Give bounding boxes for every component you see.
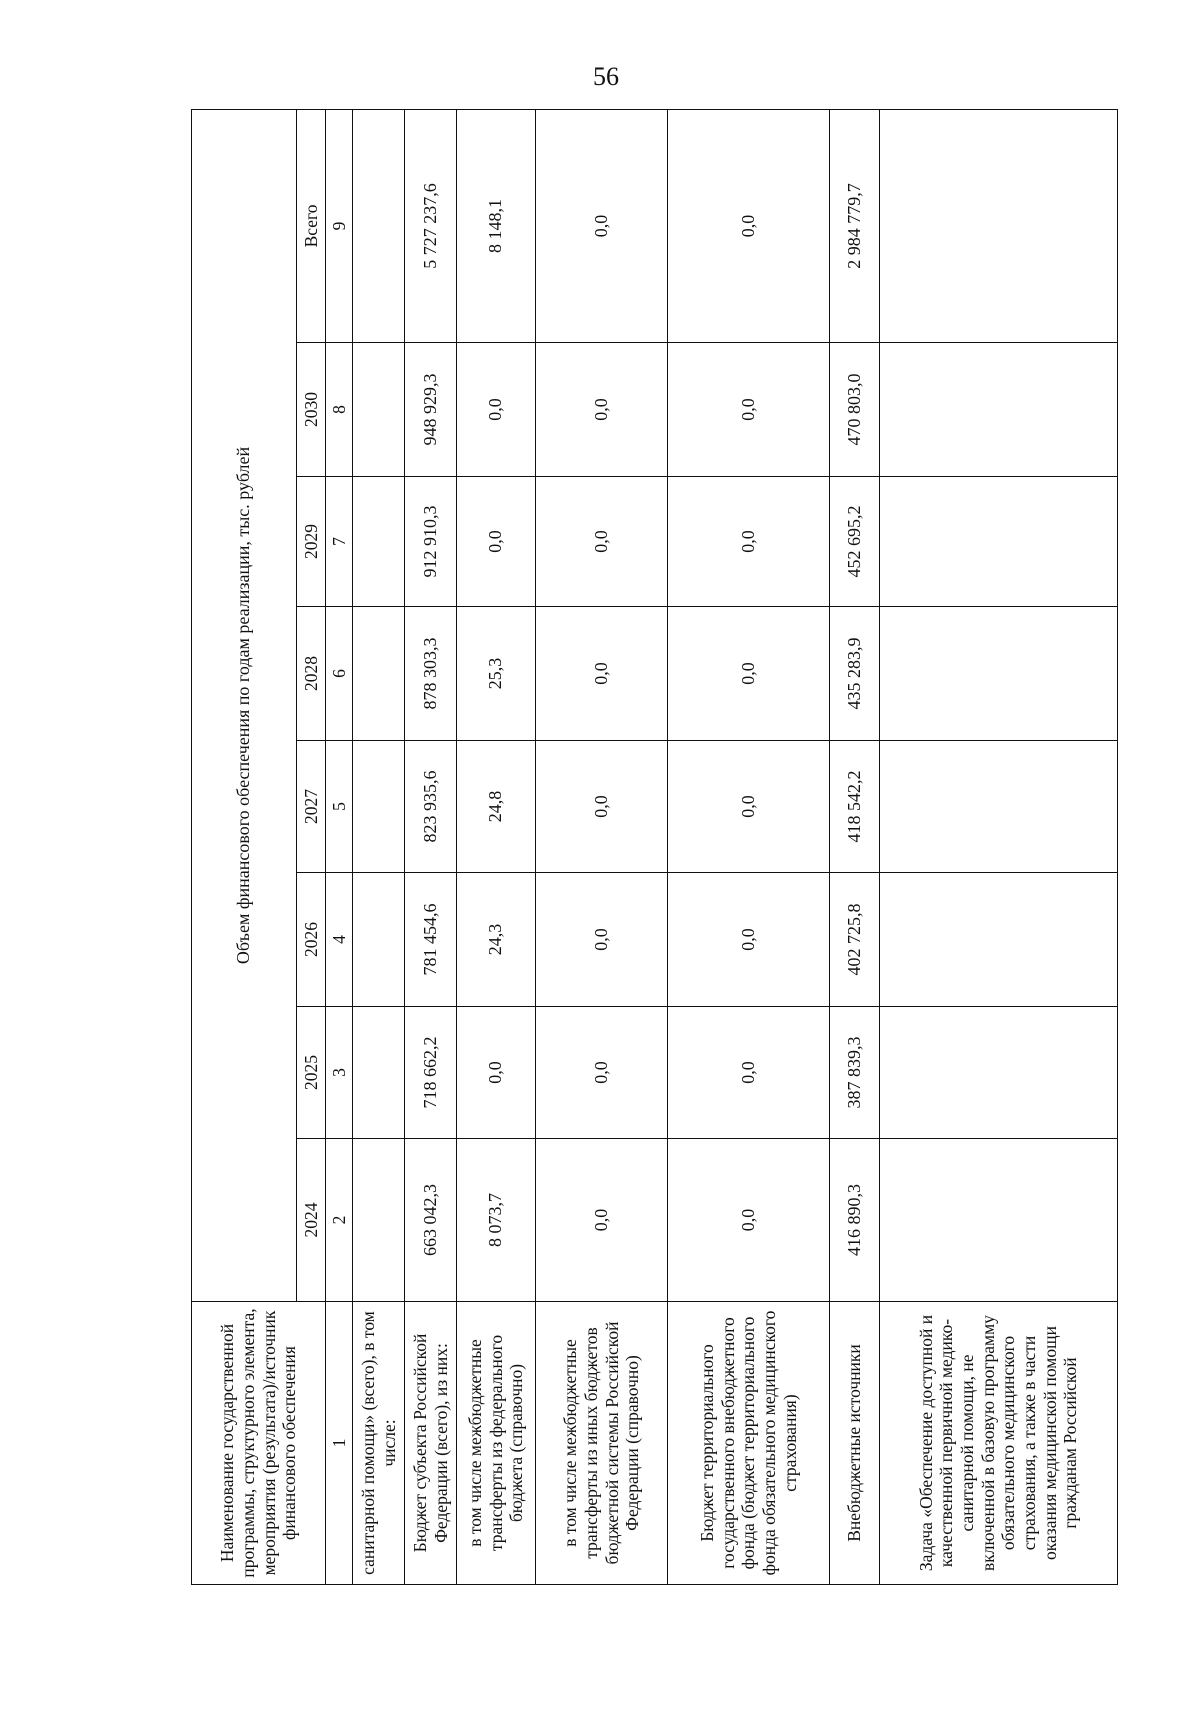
row-value: 470 803,0	[830, 343, 879, 477]
table-row	[405, 109, 457, 1584]
row-value	[353, 1007, 405, 1139]
page-number: 56	[593, 62, 619, 91]
row-value: 0,0	[457, 343, 536, 477]
row-value: 8 073,7	[457, 1139, 536, 1302]
row-value: 0,0	[535, 741, 668, 873]
row-value: 0,0	[535, 343, 668, 477]
year-header: 2028	[297, 607, 326, 741]
row-value: 0,0	[668, 1139, 830, 1302]
table-row	[879, 109, 1117, 1584]
row-value	[879, 109, 1117, 342]
row-value	[353, 741, 405, 873]
row-value	[879, 607, 1117, 741]
row-value: 435 283,9	[830, 607, 879, 741]
row-value: 0,0	[535, 873, 668, 1007]
row-value: 0,0	[668, 873, 830, 1007]
row-value	[879, 343, 1117, 477]
row-value: 912 910,3	[405, 477, 457, 607]
row-name: Внебюджетные источники	[830, 1302, 879, 1585]
row-name: Бюджет субъекта Российской Федерации (всего), из них:	[405, 1302, 457, 1585]
year-header: 2026	[297, 873, 326, 1007]
row-value: 0,0	[668, 477, 830, 607]
row-value	[353, 1139, 405, 1302]
row-value: 8 148,1	[457, 109, 536, 342]
row-value	[353, 343, 405, 477]
row-value	[353, 477, 405, 607]
row-value	[879, 873, 1117, 1007]
row-value	[353, 109, 405, 342]
row-value: 0,0	[668, 607, 830, 741]
column-number: 5	[326, 741, 353, 873]
row-value	[353, 873, 405, 1007]
row-value: 0,0	[535, 477, 668, 607]
year-header: 2024	[297, 1139, 326, 1302]
year-header: 2030	[297, 343, 326, 477]
year-header: 2027	[297, 741, 326, 873]
row-value: 0,0	[668, 109, 830, 342]
row-value: 0,0	[668, 1007, 830, 1139]
table-row	[457, 109, 536, 1584]
table-row	[668, 109, 830, 1584]
row-value: 0,0	[457, 1007, 536, 1139]
row-name: в том числе межбюджетные трансферты из иных бюджетов бюджетной системы Российской Федерации (справочно)	[535, 1302, 668, 1585]
row-value: 781 454,6	[405, 873, 457, 1007]
row-value: 0,0	[535, 1139, 668, 1302]
row-value: 0,0	[535, 607, 668, 741]
year-header: 2025	[297, 1007, 326, 1139]
row-value: 0,0	[668, 343, 830, 477]
row-value: 25,3	[457, 607, 536, 741]
row-value: 948 929,3	[405, 343, 457, 477]
row-value: 0,0	[457, 477, 536, 607]
column-number: 4	[326, 873, 353, 1007]
row-name: в том числе межбюджетные трансферты из федерального бюджета (справочно)	[457, 1302, 536, 1585]
row-value	[879, 1007, 1117, 1139]
column-number: 7	[326, 477, 353, 607]
row-value: 0,0	[668, 741, 830, 873]
row-value: 878 303,3	[405, 607, 457, 741]
column-number: 1	[326, 1302, 353, 1585]
financing-table	[191, 109, 1118, 1585]
row-value: 5 727 237,6	[405, 109, 457, 342]
row-value: 24,8	[457, 741, 536, 873]
row-value	[353, 607, 405, 741]
row-value: 387 839,3	[830, 1007, 879, 1139]
year-header: 2029	[297, 477, 326, 607]
column-number: 8	[326, 343, 353, 477]
table-row	[353, 109, 405, 1584]
row-value	[879, 1139, 1117, 1302]
table-row	[830, 109, 879, 1584]
row-value: 24,3	[457, 873, 536, 1007]
column-numbers-row	[326, 109, 353, 1584]
column-number: 9	[326, 109, 353, 342]
volume-header: Объем финансового обеспечения по годам реализации, тыс. рублей	[192, 109, 297, 1301]
row-value: 823 935,6	[405, 741, 457, 873]
row-value	[879, 741, 1117, 873]
total-header: Всего	[297, 109, 326, 342]
row-value	[879, 477, 1117, 607]
name-column-header: Наименование государственной программы, структурного элемента, мероприятия (результата)/источник финансового обеспечения	[192, 1302, 326, 1585]
row-name: Бюджет территориального государственного внебюджетного фонда (бюджет территориального фонда обязательного медицинского страхования)	[668, 1302, 830, 1585]
rotated-table-container	[191, 110, 1118, 1585]
row-name: Задача «Обеспечение доступной и качественной первичной медико-санитарной помощи, не включенной в базовую программу обязательного медицинского страхования, а также в части оказания медицинской помощи гражданам Российской	[879, 1302, 1117, 1585]
column-number: 3	[326, 1007, 353, 1139]
row-name: санитарной помощи» (всего), в том числе:	[353, 1302, 405, 1585]
row-value: 452 695,2	[830, 477, 879, 607]
row-value: 416 890,3	[830, 1139, 879, 1302]
row-value: 0,0	[535, 1007, 668, 1139]
row-value: 718 662,2	[405, 1007, 457, 1139]
row-value: 2 984 779,7	[830, 109, 879, 342]
row-value: 418 542,2	[830, 741, 879, 873]
column-number: 6	[326, 607, 353, 741]
column-number: 2	[326, 1139, 353, 1302]
row-value: 663 042,3	[405, 1139, 457, 1302]
row-value: 0,0	[535, 109, 668, 342]
table-row	[535, 109, 668, 1584]
row-value: 402 725,8	[830, 873, 879, 1007]
